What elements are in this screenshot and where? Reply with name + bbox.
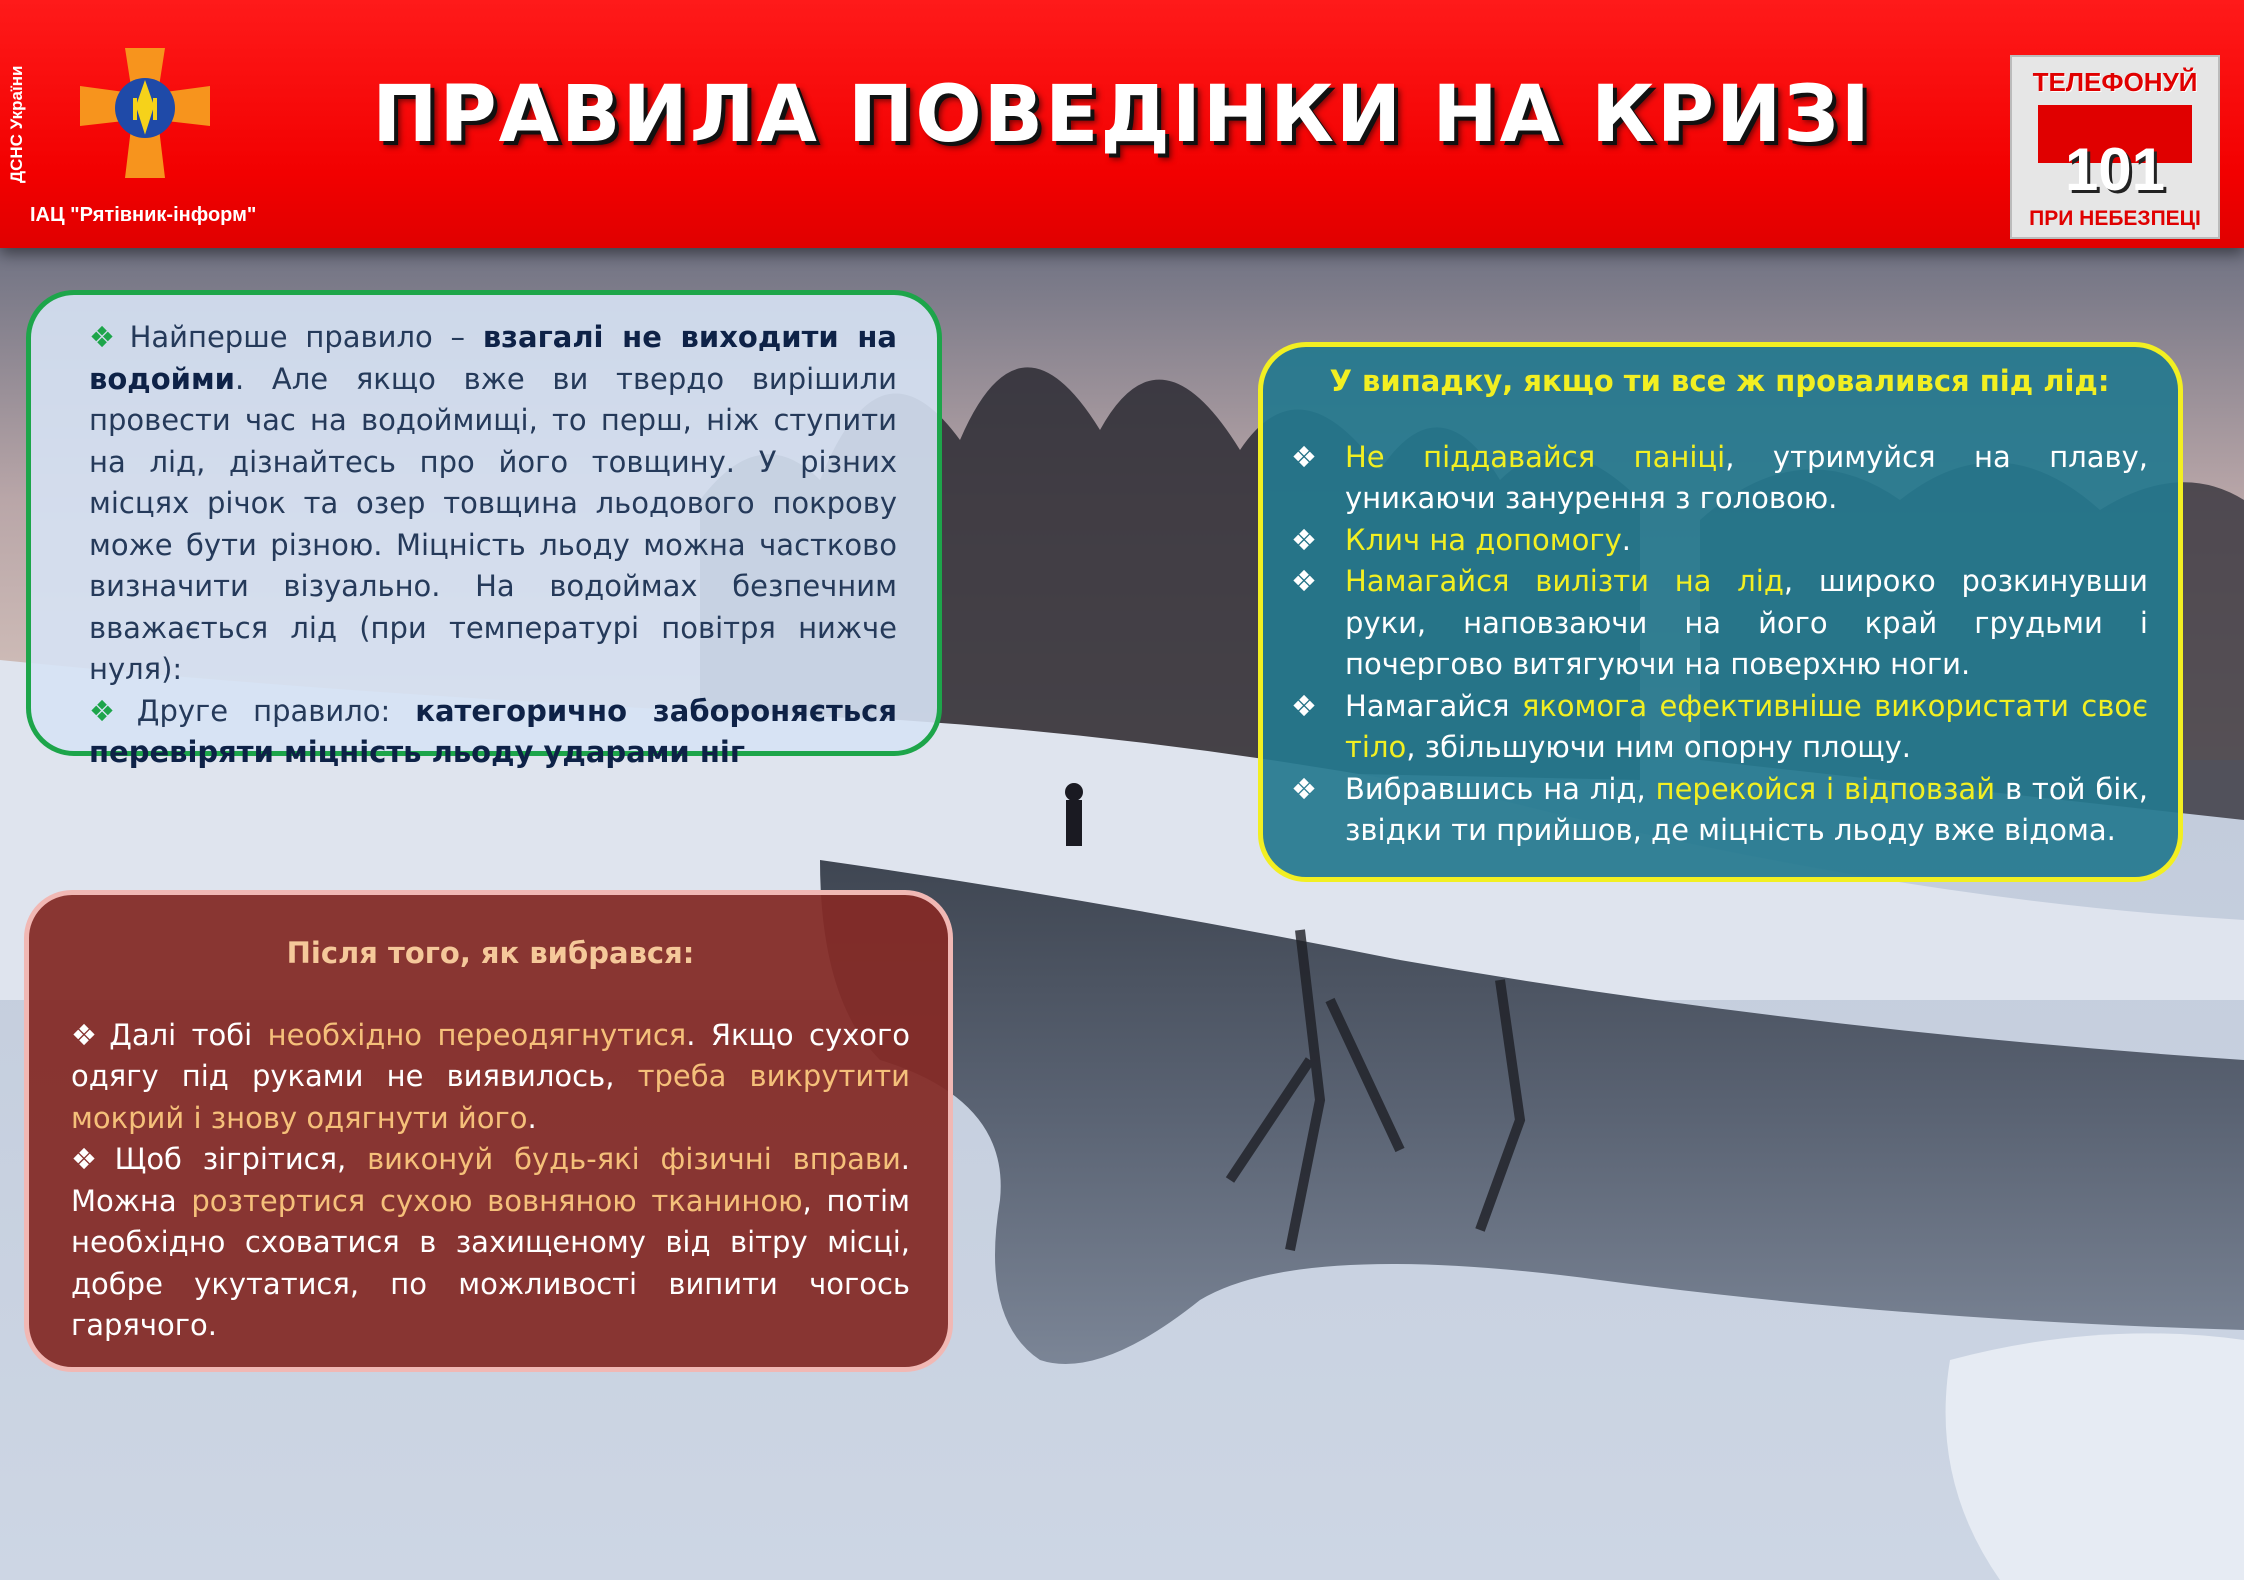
diamond-bullet-icon: ❖ (1291, 564, 1317, 598)
diamond-bullet-icon: ❖ (89, 693, 131, 728)
after-getting-out-box (24, 890, 953, 1372)
diamond-bullet-icon: ❖ (1291, 771, 1317, 806)
fell-through-ice-heading: У випадку, якщо ти все ж провалився під лід: (1329, 364, 2110, 398)
dsns-ukraine-label: ДСНС України (7, 65, 26, 183)
list-item: ❖ Намагайся вилізти на лід, широко розкинувши руки, наповзаючи на його край грудьми і почергово витягуючи на поверхню ноги. (1291, 561, 2148, 686)
diamond-bullet-icon: ❖ (1291, 439, 1317, 474)
rule-one-paragraph: ❖ Найперше правило – взагалі не виходити на водойми. Але якщо вже ви твердо вирішили провести час на водоймищі, то перш, ніж ступити на лід, дізнайтесь про його товщину. У різних місцях річок та озер товщина льодового покрову може бути різною. Міцність льоду можна частково визначити візуально. На водоймах безпечним вважається лід (при температурі повітря нижче нуля): (89, 320, 897, 686)
diamond-bullet-icon: ❖ (1291, 522, 1317, 557)
phone-badge-number: 101 (2064, 136, 2166, 203)
iac-rescuer-inform-label: ІАЦ "Рятівник-інформ" (30, 204, 257, 226)
diamond-bullet-icon: ❖ (89, 320, 124, 354)
fell-through-ice-box (1258, 342, 2183, 882)
diamond-bullet-icon: ❖ (71, 1142, 109, 1176)
list-item: ❖ Намагайся якомога ефективніше використати своє тіло, збільшуючи ним опорну площу. (1291, 686, 2148, 769)
diamond-bullet-icon: ❖ (71, 1017, 104, 1052)
after-paragraph-two: ❖ Щоб зігрітися, виконуй будь-які фізичні вправи. Можна розтертися сухою вовняною тканиною, потім необхідно сховатися в захищеному від вітру місці, добре укутатися, по можливості випити чогось гарячого. (71, 1142, 911, 1342)
rule-two-paragraph: ❖ Друге правило: категорично забороняється перевіряти міцність льоду ударами ніг (89, 693, 897, 769)
phone-101-badge (2010, 55, 2220, 239)
list-item: ❖ Клич на допомогу. (1291, 520, 2148, 562)
after-paragraph-one: ❖ Далі тобі необхідно переодягнутися. Якщо сухого одягу під руками не виявилось, треба викрутити мокрий і знову одягнути його. (71, 1017, 911, 1135)
page-title: ПРАВИЛА ПОВЕДІНКИ НА КРИЗІ (372, 70, 1872, 160)
list-item: ❖ Вибравшись на лід, перекойся і відповзай в той бік, звідки ти прийшов, де міцність льоду вже відома. (1291, 769, 2148, 852)
header-banner (0, 0, 2244, 248)
after-getting-out-heading: Після того, як вибрався: (286, 936, 695, 970)
diamond-bullet-icon: ❖ (1291, 688, 1317, 723)
phone-badge-top-text: ТЕЛЕФОНУЙ (2032, 67, 2198, 97)
general-rules-box (26, 290, 942, 769)
list-item: ❖ Не піддавайся паніці, утримуйся на плаву, уникаючи занурення з головою. (1291, 437, 2148, 520)
phone-badge-bottom-text: ПРИ НЕБЕЗПЕЦІ (2029, 207, 2201, 230)
